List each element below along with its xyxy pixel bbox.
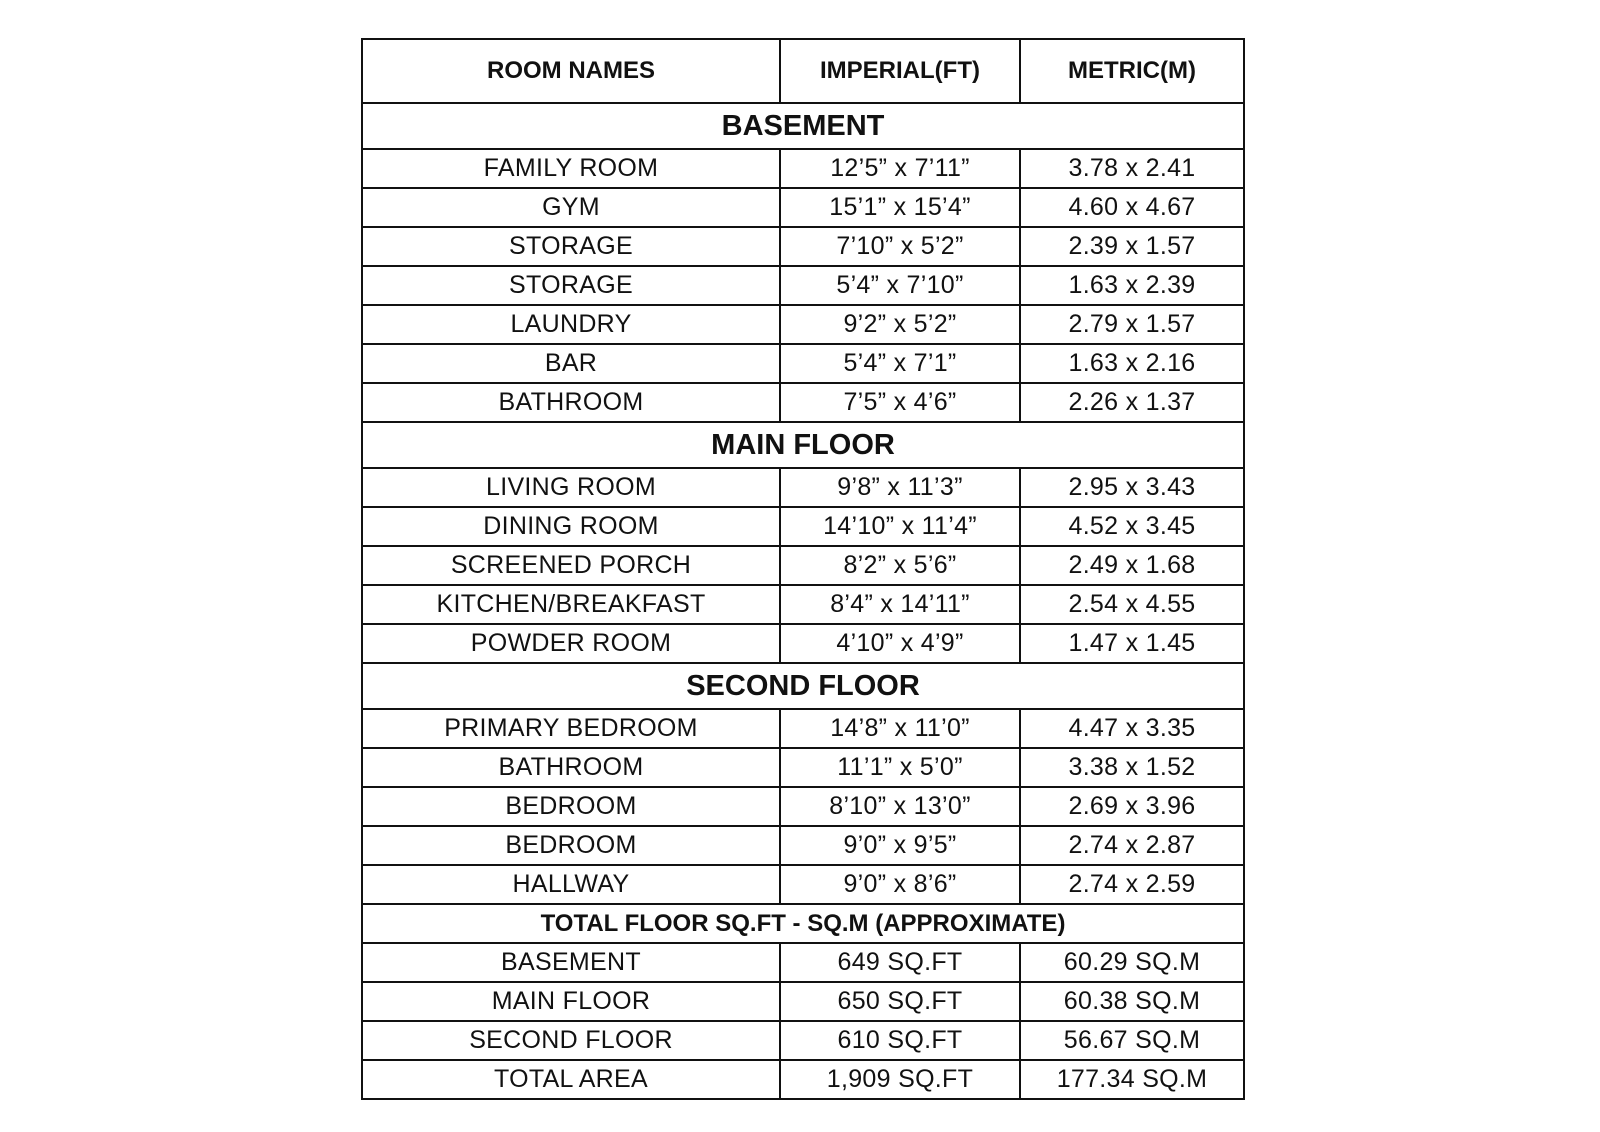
- room-name: DINING ROOM: [362, 507, 780, 546]
- room-metric: 2.26 x 1.37: [1020, 383, 1244, 422]
- room-metric: 4.52 x 3.45: [1020, 507, 1244, 546]
- table-row: [362, 383, 1244, 422]
- room-name: PRIMARY BEDROOM: [362, 709, 780, 748]
- room-metric: 3.38 x 1.52: [1020, 748, 1244, 787]
- table-row: [362, 1021, 1244, 1060]
- room-imperial: 8’4” x 14’11”: [780, 585, 1020, 624]
- room-imperial: 5’4” x 7’10”: [780, 266, 1020, 305]
- table-row: [362, 507, 1244, 546]
- room-metric: 1.63 x 2.16: [1020, 344, 1244, 383]
- section-row-second-floor: [362, 663, 1244, 709]
- room-metric: 2.79 x 1.57: [1020, 305, 1244, 344]
- floor-name: TOTAL AREA: [362, 1060, 780, 1099]
- room-metric: 2.39 x 1.57: [1020, 227, 1244, 266]
- room-name: SCREENED PORCH: [362, 546, 780, 585]
- room-name: FAMILY ROOM: [362, 149, 780, 188]
- header-metric: METRIC(M): [1020, 39, 1244, 103]
- table-row: [362, 624, 1244, 663]
- floor-sqm: 60.29 SQ.M: [1020, 943, 1244, 982]
- room-imperial: 9’8” x 11’3”: [780, 468, 1020, 507]
- table-row: [362, 546, 1244, 585]
- table-row: [362, 826, 1244, 865]
- table-row: [362, 585, 1244, 624]
- room-dimensions-table: [361, 38, 1245, 1100]
- room-metric: 3.78 x 2.41: [1020, 149, 1244, 188]
- room-name: STORAGE: [362, 266, 780, 305]
- floor-sqft: 1,909 SQ.FT: [780, 1060, 1020, 1099]
- floor-sqft: 649 SQ.FT: [780, 943, 1020, 982]
- room-name: LIVING ROOM: [362, 468, 780, 507]
- room-imperial: 5’4” x 7’1”: [780, 344, 1020, 383]
- room-imperial: 8’2” x 5’6”: [780, 546, 1020, 585]
- room-name: KITCHEN/BREAKFAST: [362, 585, 780, 624]
- section-title: BASEMENT: [362, 103, 1244, 149]
- room-name: GYM: [362, 188, 780, 227]
- room-imperial: 11’1” x 5’0”: [780, 748, 1020, 787]
- table-row: [362, 149, 1244, 188]
- room-imperial: 12’5” x 7’11”: [780, 149, 1020, 188]
- room-imperial: 15’1” x 15’4”: [780, 188, 1020, 227]
- room-imperial: 4’10” x 4’9”: [780, 624, 1020, 663]
- table-row: [362, 748, 1244, 787]
- header-imperial: IMPERIAL(FT): [780, 39, 1020, 103]
- table-row: [362, 344, 1244, 383]
- room-imperial: 8’10” x 13’0”: [780, 787, 1020, 826]
- table-row: [362, 787, 1244, 826]
- room-imperial: 14’8” x 11’0”: [780, 709, 1020, 748]
- room-dimensions-sheet: [361, 38, 1243, 1100]
- room-metric: 4.60 x 4.67: [1020, 188, 1244, 227]
- room-metric: 2.54 x 4.55: [1020, 585, 1244, 624]
- section-title: MAIN FLOOR: [362, 422, 1244, 468]
- table-row: [362, 468, 1244, 507]
- header-room-names: ROOM NAMES: [362, 39, 780, 103]
- room-metric: 2.74 x 2.59: [1020, 865, 1244, 904]
- section-row-main-floor: [362, 422, 1244, 468]
- room-imperial: 14’10” x 11’4”: [780, 507, 1020, 546]
- floor-sqft: 650 SQ.FT: [780, 982, 1020, 1021]
- table-row: [362, 709, 1244, 748]
- floor-sqft: 610 SQ.FT: [780, 1021, 1020, 1060]
- totals-title-row: [362, 904, 1244, 943]
- room-metric: 2.69 x 3.96: [1020, 787, 1244, 826]
- room-imperial: 9’0” x 8’6”: [780, 865, 1020, 904]
- table-header-row: [362, 39, 1244, 103]
- room-imperial: 9’0” x 9’5”: [780, 826, 1020, 865]
- totals-title: TOTAL FLOOR SQ.FT - SQ.M (APPROXIMATE): [362, 904, 1244, 943]
- room-name: LAUNDRY: [362, 305, 780, 344]
- room-name: POWDER ROOM: [362, 624, 780, 663]
- room-name: BEDROOM: [362, 826, 780, 865]
- room-metric: 2.74 x 2.87: [1020, 826, 1244, 865]
- room-name: BATHROOM: [362, 748, 780, 787]
- floor-name: BASEMENT: [362, 943, 780, 982]
- room-name: BATHROOM: [362, 383, 780, 422]
- room-metric: 2.49 x 1.68: [1020, 546, 1244, 585]
- floor-sqm: 60.38 SQ.M: [1020, 982, 1244, 1021]
- room-name: BEDROOM: [362, 787, 780, 826]
- room-metric: 4.47 x 3.35: [1020, 709, 1244, 748]
- room-metric: 2.95 x 3.43: [1020, 468, 1244, 507]
- table-row: [362, 1060, 1244, 1099]
- floor-name: SECOND FLOOR: [362, 1021, 780, 1060]
- table-row: [362, 227, 1244, 266]
- table-row: [362, 188, 1244, 227]
- room-imperial: 7’10” x 5’2”: [780, 227, 1020, 266]
- table-row: [362, 305, 1244, 344]
- table-row: [362, 943, 1244, 982]
- section-row-basement: [362, 103, 1244, 149]
- floor-sqm: 177.34 SQ.M: [1020, 1060, 1244, 1099]
- room-metric: 1.63 x 2.39: [1020, 266, 1244, 305]
- table-row: [362, 266, 1244, 305]
- room-name: STORAGE: [362, 227, 780, 266]
- table-row: [362, 865, 1244, 904]
- room-name: HALLWAY: [362, 865, 780, 904]
- room-name: BAR: [362, 344, 780, 383]
- floor-name: MAIN FLOOR: [362, 982, 780, 1021]
- section-title: SECOND FLOOR: [362, 663, 1244, 709]
- room-metric: 1.47 x 1.45: [1020, 624, 1244, 663]
- room-imperial: 9’2” x 5’2”: [780, 305, 1020, 344]
- floor-sqm: 56.67 SQ.M: [1020, 1021, 1244, 1060]
- room-imperial: 7’5” x 4’6”: [780, 383, 1020, 422]
- table-row: [362, 982, 1244, 1021]
